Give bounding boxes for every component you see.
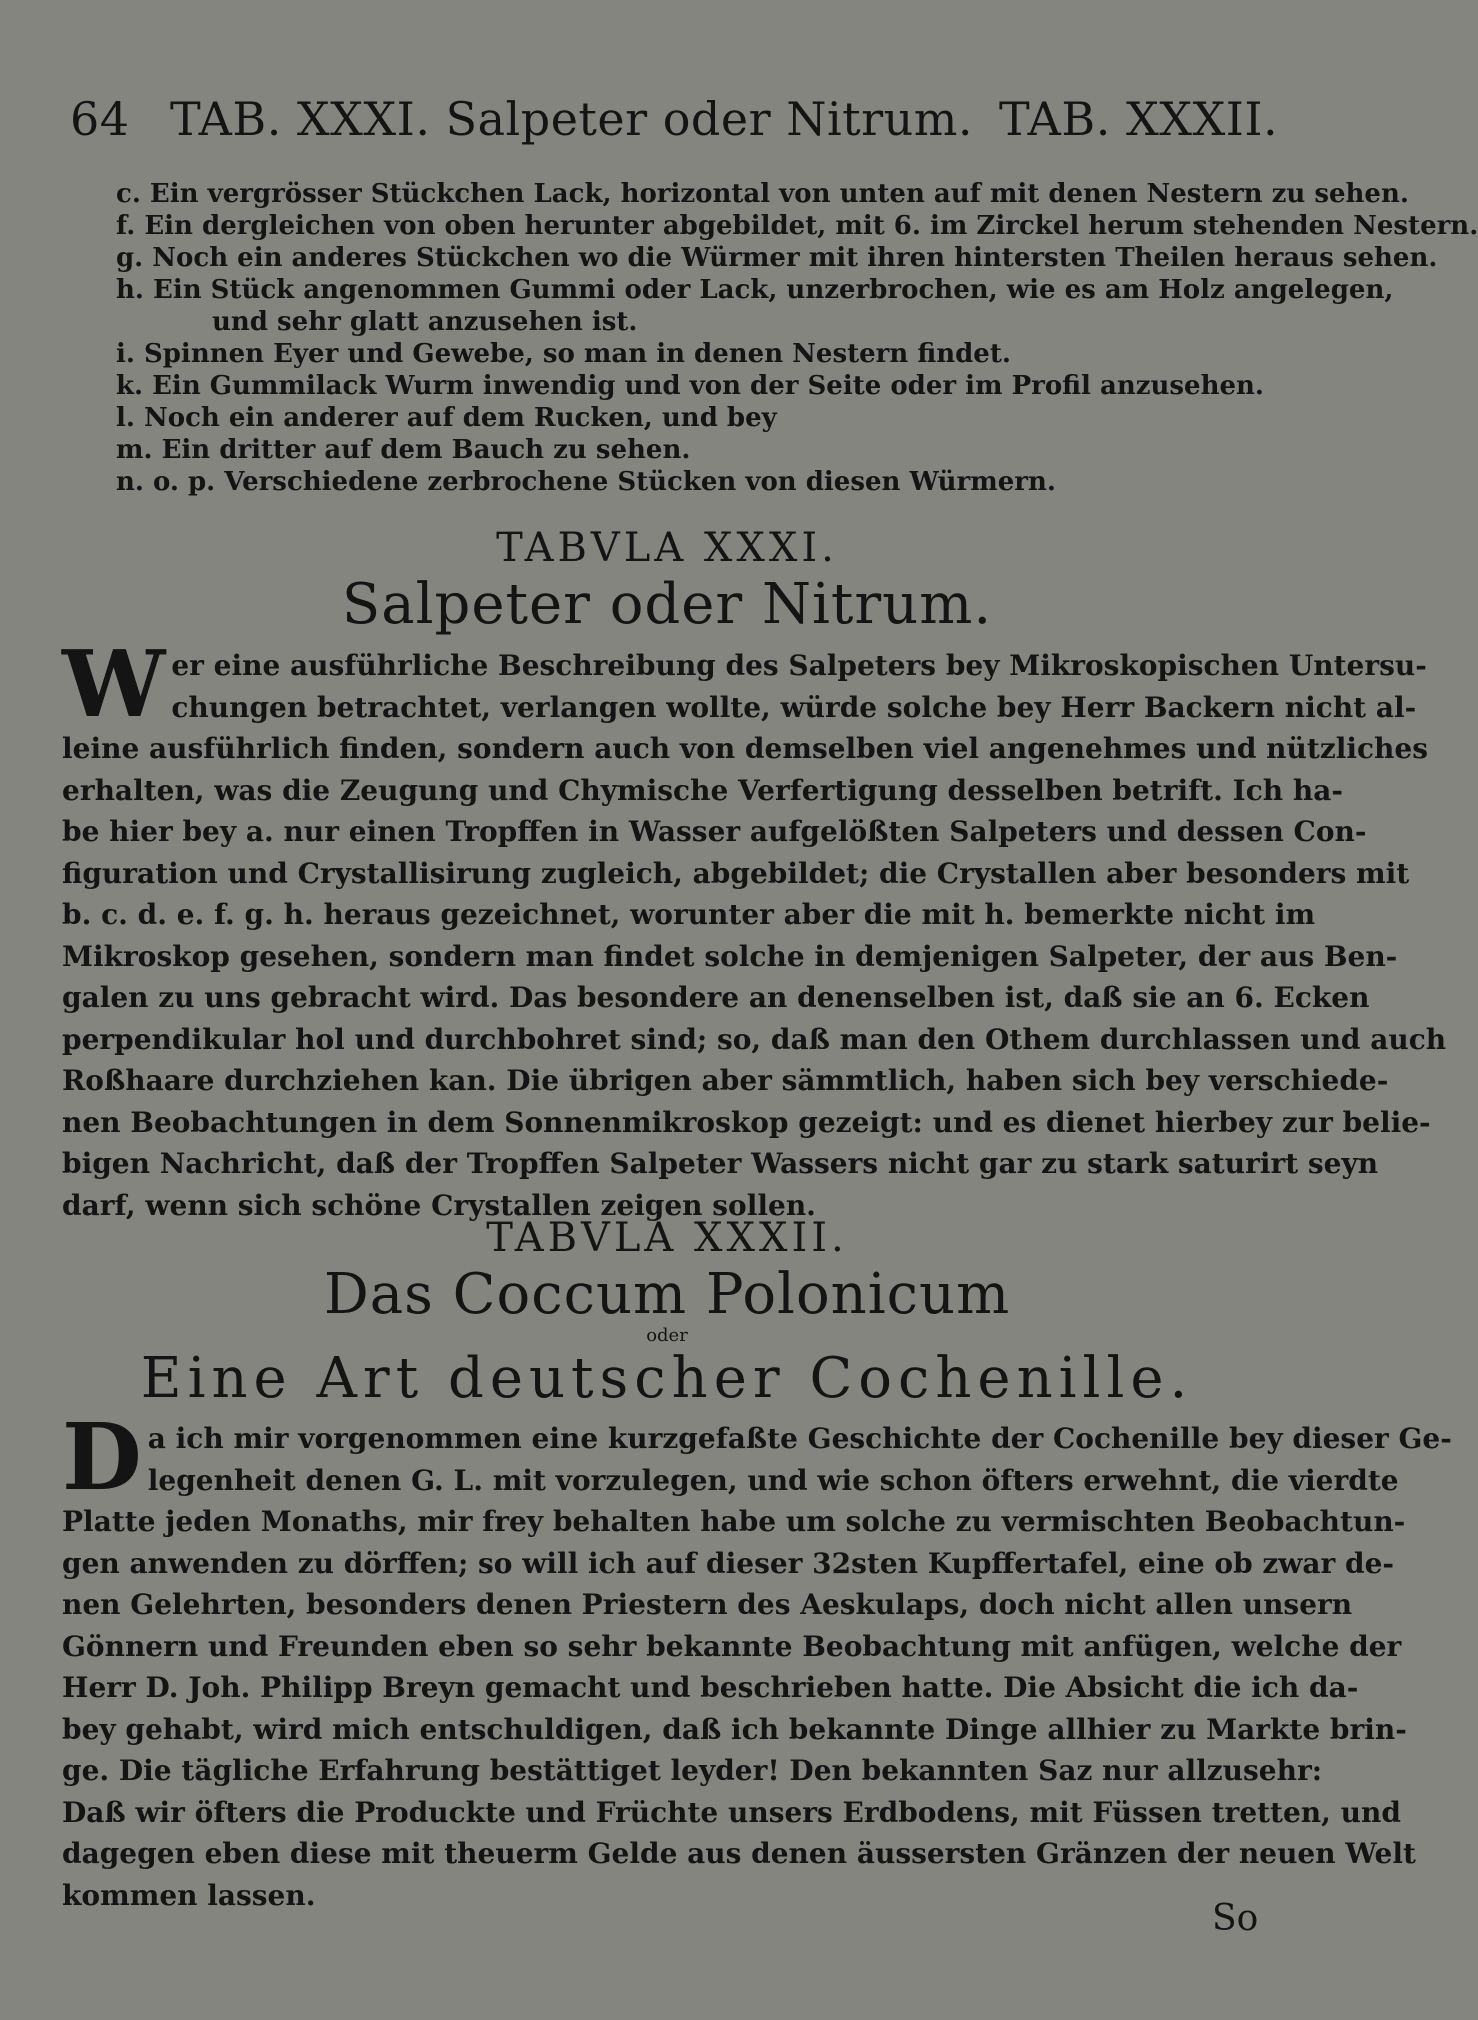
- header-left-tab: TAB. XXXI. Salpeter oder Nitrum.: [170, 92, 974, 146]
- catchword: So: [1212, 1898, 1259, 1939]
- tabula-32-title: Das Coccum Polonicum: [323, 1262, 1011, 1327]
- legend-item: l. Noch ein anderer auf dem Rucken, und bey: [116, 403, 777, 433]
- text-line: be hier bey a. nur einen Tropffen in Wasser aufgelößten Salpeters und dessen Con-: [62, 815, 1367, 848]
- text-line: Mikroskop gesehen, sondern man findet solche in demjenigen Salpeter, der aus Ben-: [62, 939, 1398, 973]
- text-line: bey gehabt, wird mich entschuldigen, daß ich bekannte Dinge allhier zu Markte brin-: [62, 1712, 1407, 1746]
- text-line: b. c. d. e. f. g. h. heraus gezeichnet, worunter aber die mit h. bemerkte nicht im: [62, 898, 1316, 931]
- legend-item: g. Noch ein anderes Stückchen wo die Würmer mit ihren hintersten Theilen heraus sehen.: [116, 243, 1438, 273]
- legend-item-continuation: und sehr glatt anzusehen ist.: [212, 307, 638, 337]
- text-line: leine ausführlich finden, sondern auch von demselben viel angenehmes und nützliches: [62, 732, 1428, 765]
- text-line: Roßhaare durchziehen kan. Die übrigen aber sämmtlich, haben sich bey verschiede-: [62, 1064, 1389, 1097]
- tabula-32-heading: TABVLA XXXII.: [486, 1215, 848, 1261]
- tabula-31-heading: TABVLA XXXI.: [496, 525, 838, 571]
- text-line: Daß wir öfters die Produckte und Früchte unsers Erdbodens, mit Füssen tretten, und: [62, 1795, 1401, 1829]
- text-line: gen anwenden zu dörffen; so will ich auf dieser 32sten Kupffertafel, eine ob zwar de-: [62, 1546, 1395, 1580]
- text-line: nen Beobachtungen in dem Sonnenmikroskop gezeigt: und es dienet hierbey zur belie-: [62, 1105, 1431, 1139]
- legend-item: n. o. p. Verschiedene zerbrochene Stücken von diesen Würmern.: [116, 467, 1056, 497]
- legend-item: m. Ein dritter auf dem Bauch zu sehen.: [116, 435, 691, 465]
- legend-item: c. Ein vergrösser Stückchen Lack, horizontal von unten auf mit denen Nestern zu sehen.: [116, 179, 1409, 209]
- legend-item: h. Ein Stück angenommen Gummi oder Lack, unzerbrochen, wie es am Holz angelegen,: [116, 275, 1394, 305]
- text-line: erhalten, was die Zeugung und Chymische Verfertigung desselben betrift. Ich ha-: [62, 773, 1343, 807]
- text-line: a ich mir vorgenommen eine kurzgefaßte Geschichte der Cochenille bey dieser Ge-: [147, 1422, 1452, 1455]
- tabula-32-text: [62, 1403, 1452, 1916]
- tabula-31-text: [62, 630, 1447, 1226]
- text-line: nen Gelehrten, besonders denen Priestern des Aeskulaps, doch nicht allen unsern: [62, 1588, 1353, 1621]
- text-line: er eine ausführliche Beschreibung des Salpeters bey Mikroskopischen Untersu-: [171, 649, 1427, 682]
- dropcap: D: [62, 1403, 142, 1511]
- legend-item: k. Ein Gummilack Wurm inwendig und von der Seite oder im Profil anzusehen.: [116, 371, 1264, 401]
- text-line: figuration und Crystallisirung zugleich, abgebildet; die Crystallen aber besonders mit: [62, 856, 1410, 890]
- text-line: Gönnern und Freunden eben so sehr bekannte Beobachtung mit anfügen, welche der: [62, 1629, 1402, 1663]
- tabula-31-title: Salpeter oder Nitrum.: [341, 572, 993, 637]
- text-line: galen zu uns gebracht wird. Das besondere an denenselben ist, daß sie an 6. Ecken: [62, 981, 1370, 1014]
- text-line: ge. Die tägliche Erfahrung bestättiget leyder! Den bekannten Saz nur allzusehr:: [62, 1754, 1323, 1787]
- text-line: chungen betrachtet, verlangen wollte, würde solche bey Herr Backern nicht al-: [171, 690, 1417, 724]
- dropcap: W: [62, 630, 166, 738]
- text-line: darf, wenn sich schöne Crystallen zeigen sollen.: [62, 1188, 816, 1222]
- text-line: dagegen eben diese mit theuerm Gelde aus denen äussersten Gränzen der neuen Welt: [62, 1837, 1416, 1870]
- text-line: legenheit denen G. L. mit vorzulegen, und wie schon öfters erwehnt, die vierdte: [147, 1463, 1399, 1497]
- tabula-32-oder: oder: [646, 1325, 688, 1346]
- tabula-32-subtitle: Eine Art deutscher Cochenille.: [140, 1346, 1194, 1411]
- header-right-tab: TAB. XXXII.: [999, 92, 1279, 146]
- text-line: perpendikular hol und durchbohret sind; so, daß man den Othem durchlassen und auch: [62, 1022, 1447, 1056]
- text-line: Platte jeden Monaths, mir frey behalten habe um solche zu vermischten Beobachtun-: [62, 1505, 1406, 1538]
- text-line: Herr D. Joh. Philipp Breyn gemacht und beschrieben hatte. Die Absicht die ich da-: [62, 1671, 1359, 1704]
- page-number: 64: [70, 92, 130, 146]
- running-header: [70, 92, 1279, 146]
- text-line: kommen lassen.: [62, 1878, 316, 1912]
- text-line: bigen Nachricht, daß der Tropffen Salpeter Wassers nicht gar zu stark saturirt seyn: [62, 1147, 1379, 1180]
- legend-item: f. Ein dergleichen von oben herunter abgebildet, mit 6. im Zirckel herum stehenden Nestern.: [116, 211, 1478, 241]
- legend-item: i. Spinnen Eyer und Gewebe, so man in denen Nestern findet.: [116, 339, 1011, 369]
- figure-legend-list: [116, 178, 1478, 498]
